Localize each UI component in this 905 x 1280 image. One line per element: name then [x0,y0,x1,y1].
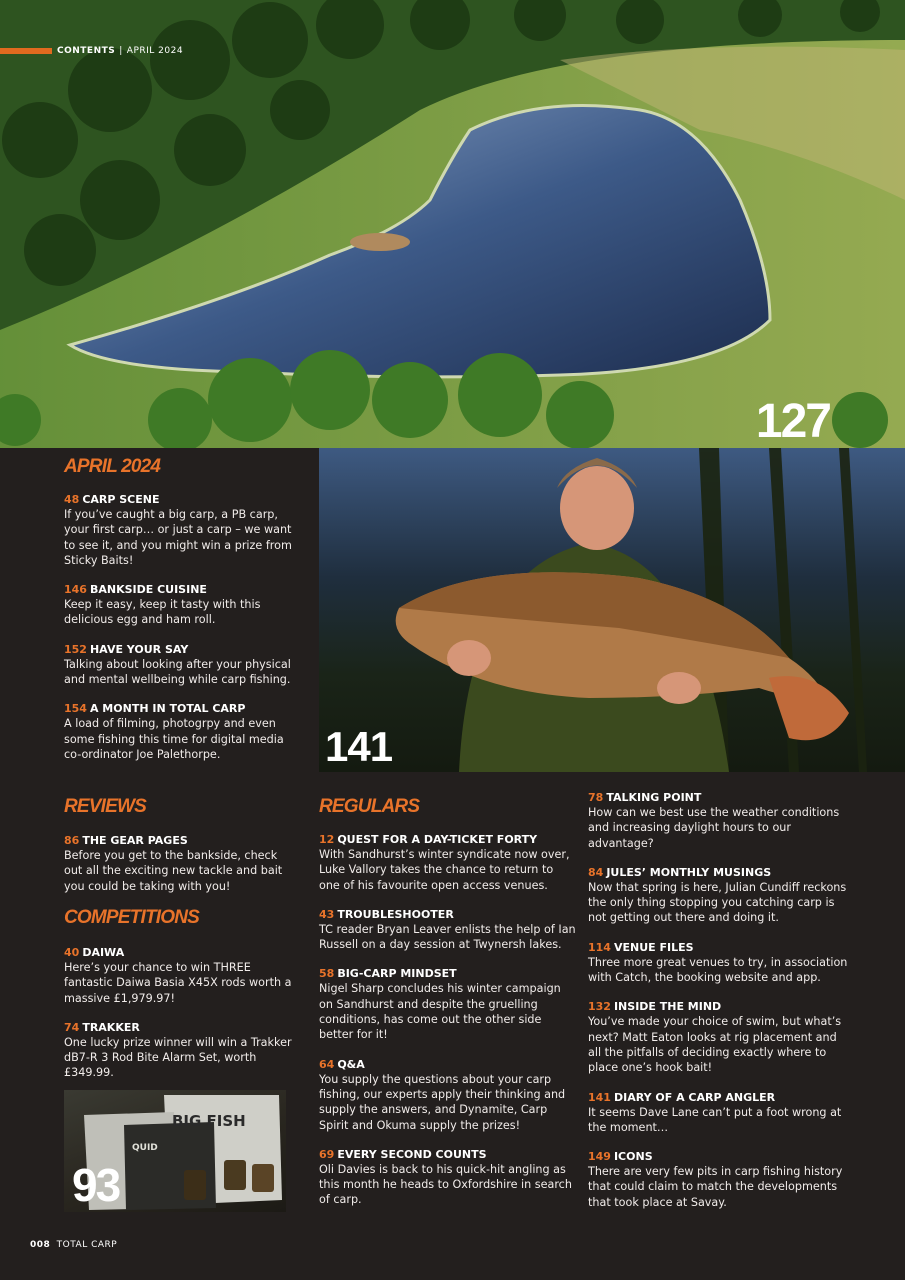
list-item [588,790,848,851]
entry-body: TC reader Bryan Leaver enlists the help of Ian Russell on a day session at Twynersh lakes. [319,922,576,952]
list-item [319,832,577,893]
entry-title: HAVE YOUR SAY [89,642,189,656]
entry-page: 64 [319,1057,335,1071]
list-item [588,1090,848,1136]
entry-body: Before you get to the bankside, check out all the exciting new tackle and bait you could be taking with you! [64,849,283,893]
reviews-list [64,833,298,908]
list-item [588,999,848,1075]
entry-title: ICONS [613,1150,653,1164]
bait-products-photo [64,1090,286,1212]
entry-title: EVERY SECOND COUNTS [337,1147,487,1161]
entry-page: 12 [319,833,335,846]
entry-title: TROUBLESHOOTER [337,907,454,921]
entry-title: INSIDE THE MIND [613,1000,722,1014]
entry-title: TRAKKER [82,1020,140,1034]
list-item [64,945,298,1006]
right-list [588,790,848,1224]
entry-page: 132 [588,1000,611,1014]
entry-body: You’ve made your choice of swim, but what’s next? Matt Eaton looks at rig placement and all the pitfalls of deciding exactly where to place one’s hook bait! [588,1015,842,1075]
carp-illustration [319,448,905,772]
list-item [64,492,298,568]
entry-body: Keep it easy, keep it tasty with this delicious egg and ham roll. [64,598,261,627]
entry-page: 86 [64,834,80,847]
list-item [588,940,848,986]
entry-page: 149 [588,1150,611,1164]
entry-page: 48 [64,493,80,506]
entry-body: Nigel Sharp concludes his winter campaign on Sandhurst and despite the gruelling conditions, has come out the other side better for it! [319,982,561,1042]
entry-body: With Sandhurst’s winter syndicate now over, Luke Vallory takes the chance to return to one of his favourite open access venues. [319,848,570,892]
section-header [0,46,183,56]
regulars-list [319,832,577,1222]
entry-page: 84 [588,865,604,879]
page-number-93: 93 [72,1159,120,1211]
entry-page: 114 [588,940,611,954]
list-item [588,865,848,926]
page-number-127: 127 [755,395,830,448]
entry-body: A load of filming, photogrpy and even some fishing this time for digital media co-ordinator Joe Palethorpe. [64,717,284,761]
footer-magazine: TOTAL CARP [56,1240,118,1250]
entry-body: You supply the questions about your carp fishing, our experts apply their thinking and supply the answers, and Dynamite, Carp Spirit and Okuma supply the prizes! [319,1072,566,1132]
page-number-141: 141 [325,723,393,770]
header-separator: | [119,46,123,56]
entry-title: BIG-CARP MINDSET [337,967,457,981]
page-footer [30,1240,117,1250]
entry-title: VENUE FILES [613,940,694,954]
entry-title: DIARY OF A CARP ANGLER [613,1090,776,1104]
lake-illustration [0,0,905,448]
april-list [64,492,298,776]
entry-page: 141 [588,1090,611,1104]
entry-title: QUEST FOR A DAY-TICKET FORTY [337,833,538,846]
entry-body: Here’s your chance to win THREE fantastic Daiwa Basia X45X rods worth a massive £1,979.97! [64,961,292,1005]
entry-body: Oli Davies is back to his quick-hit angling as this month he heads to Oxfordshire in search of carp. [319,1162,572,1207]
header-accent-bar [0,48,52,54]
entry-page: 58 [319,967,335,981]
list-item [64,642,298,688]
list-item [64,1020,298,1081]
entry-page: 40 [64,946,80,959]
list-item [64,701,298,762]
entry-title: TALKING POINT [606,791,702,804]
list-item [319,1057,577,1133]
entry-title: CARP SCENE [82,493,160,506]
entry-page: 69 [319,1147,335,1161]
hero-photo-lake [0,0,905,448]
list-item [64,582,298,628]
section-title-competitions: COMPETITIONS [64,907,200,928]
entry-body: How can we best use the weather conditions and increasing daylight hours to our advantage? [588,806,840,850]
footer-page-number: 008 [30,1240,51,1250]
entry-body: Talking about looking after your physical and mental wellbeing while carp fishing. [64,657,291,687]
entry-body: One lucky prize winner will win a Trakker dB7-R 3 Rod Bite Alarm Set, worth £349.99. [64,1035,292,1080]
entry-body: If you’ve caught a big carp, a PB carp, your first carp… or just a carp – we want to see it, and you might win a prize from Sticky Baits! [64,508,292,567]
entry-page: 152 [64,642,87,656]
entry-title: BANKSIDE CUISINE [89,583,207,597]
entry-body: Now that spring is here, Julian Cundiff reckons the only thing stopping you catching carp is not getting out there and doing it. [588,880,847,925]
entry-body: Three more great venues to try, in association with Catch, the booking website and app. [588,955,848,985]
section-title-reviews: REVIEWS [64,796,147,817]
entry-title: DAIWA [82,946,125,959]
competitions-list [64,945,298,1095]
section-title-april: APRIL 2024 [64,456,161,477]
entry-title: THE GEAR PAGES [82,834,188,847]
entry-body: There are very few pits in carp fishing history that could claim to match the developments that took place at Savay. [588,1165,843,1209]
header-issue: APRIL 2024 [126,46,184,56]
entry-title: Q&A [337,1057,365,1071]
list-item [319,907,577,953]
list-item [319,966,577,1042]
list-item [64,833,298,894]
entry-page: 78 [588,791,604,804]
header-section: CONTENTS [57,46,116,56]
list-item [588,1149,848,1210]
carp-angler-photo [319,448,905,772]
entry-page: 154 [64,702,87,716]
entry-page: 146 [64,583,87,597]
list-item [319,1147,577,1208]
bag-label-quid: QUID [132,1143,158,1153]
entry-page: 74 [64,1020,80,1034]
entry-title: A MONTH IN TOTAL CARP [89,702,246,716]
bag-label-text: BIG FISH [172,1112,246,1130]
entry-body: It seems Dave Lane can’t put a foot wrong at the moment… [588,1105,842,1134]
section-title-regulars: REGULARS [319,796,420,817]
entry-title: JULES’ MONTHLY MUSINGS [606,865,772,879]
entry-page: 43 [319,907,335,921]
